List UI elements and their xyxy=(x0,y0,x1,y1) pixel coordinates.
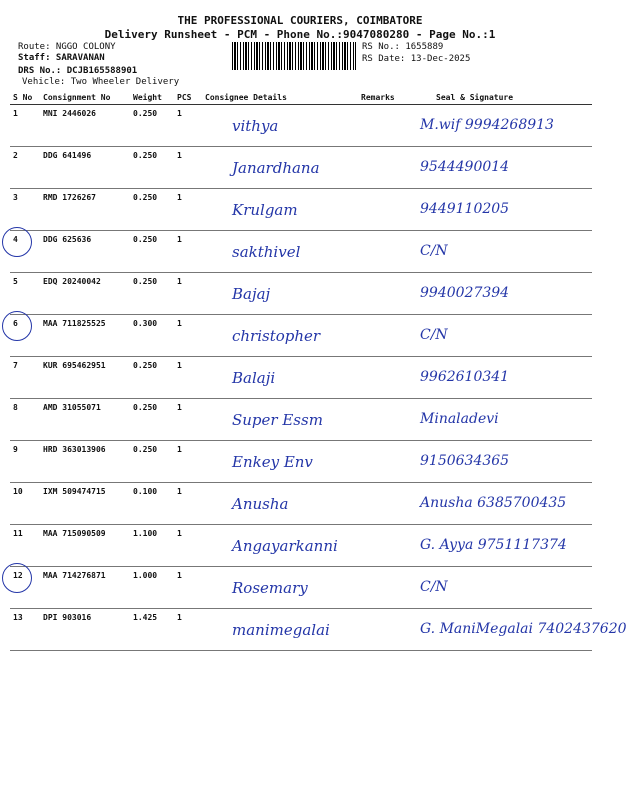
weight-value: 0.250 xyxy=(133,277,158,286)
pcs-cell xyxy=(174,189,202,231)
sno-cell xyxy=(10,357,40,399)
consignee-cell xyxy=(202,525,358,567)
pcs-value: 1 xyxy=(177,529,182,538)
sno-text: 11 xyxy=(13,529,23,538)
weight-cell xyxy=(130,399,174,441)
sno-text: 3 xyxy=(13,193,18,202)
weight-cell xyxy=(130,189,174,231)
signature-handwriting: G. ManiMegalai 7402437620 xyxy=(420,621,627,637)
sno-cell xyxy=(10,147,40,189)
weight-value: 0.100 xyxy=(133,487,158,496)
remarks-cell xyxy=(358,399,412,441)
sno-text: 7 xyxy=(13,361,18,370)
table-row xyxy=(10,315,592,357)
consignee-cell xyxy=(202,567,358,609)
consignee-handwriting: Super Essm xyxy=(232,411,323,429)
signature-handwriting: C/N xyxy=(420,243,448,259)
consignment-number: IXM 509474715 xyxy=(43,487,106,496)
weight-cell xyxy=(130,105,174,147)
pcs-cell xyxy=(174,231,202,273)
consignee-cell xyxy=(202,399,358,441)
consignee-cell xyxy=(202,609,358,651)
pcs-cell xyxy=(174,483,202,525)
consignment-number: MAA 715090509 xyxy=(43,529,106,538)
signature-cell xyxy=(412,189,592,231)
pcs-cell xyxy=(174,399,202,441)
col-signature: Seal & Signature xyxy=(412,90,592,105)
sno-cell xyxy=(10,609,40,651)
consignment-number: EDQ 20240042 xyxy=(43,277,101,286)
weight-value: 0.250 xyxy=(133,193,158,202)
consignment-cell xyxy=(40,189,130,231)
signature-handwriting: G. Ayya 9751117374 xyxy=(420,537,567,553)
weight-value: 0.300 xyxy=(133,319,158,328)
remarks-cell xyxy=(358,315,412,357)
sno-text: 1 xyxy=(13,109,18,118)
signature-cell xyxy=(412,315,592,357)
signature-cell xyxy=(412,105,592,147)
weight-cell xyxy=(130,609,174,651)
consignment-number: MAA 711825525 xyxy=(43,319,106,328)
consignment-number: DDG 625636 xyxy=(43,235,92,244)
consignment-number: RMD 1726267 xyxy=(43,193,96,202)
sno-cell xyxy=(10,567,40,609)
sno-text: 8 xyxy=(13,403,18,412)
weight-value: 0.250 xyxy=(133,445,158,454)
consignment-number: MNI 2446026 xyxy=(43,109,96,118)
pcs-value: 1 xyxy=(177,277,182,286)
consignment-cell xyxy=(40,399,130,441)
sno-text: 6 xyxy=(13,319,18,328)
remarks-cell xyxy=(358,525,412,567)
consignee-handwriting: Janardhana xyxy=(232,159,320,177)
pcs-cell xyxy=(174,357,202,399)
runsheet-table xyxy=(10,90,627,651)
signature-handwriting: 9544490014 xyxy=(420,159,510,175)
col-sno: S No xyxy=(10,90,40,105)
consignee-handwriting: Rosemary xyxy=(232,579,308,597)
rs-number: RS No.: 1655889 xyxy=(362,42,444,52)
signature-cell xyxy=(412,525,592,567)
pcs-cell xyxy=(174,315,202,357)
signature-cell xyxy=(412,357,592,399)
consignment-number: DDG 641496 xyxy=(43,151,92,160)
pcs-cell xyxy=(174,273,202,315)
consignee-cell xyxy=(202,357,358,399)
consignment-cell xyxy=(40,567,130,609)
sno-text: 12 xyxy=(13,571,23,580)
staff-label: Staff: SARAVANAN xyxy=(18,53,105,63)
col-pcs: PCS xyxy=(174,90,202,105)
sno-text: 10 xyxy=(13,487,23,496)
weight-cell xyxy=(130,525,174,567)
pcs-cell xyxy=(174,525,202,567)
drs-label: DRS No.: DCJB165588901 xyxy=(18,66,138,76)
weight-value: 0.250 xyxy=(133,403,158,412)
sno-cell xyxy=(10,315,40,357)
weight-value: 0.250 xyxy=(133,109,158,118)
pcs-value: 1 xyxy=(177,613,182,622)
sno-cell xyxy=(10,231,40,273)
weight-cell xyxy=(130,567,174,609)
signature-cell xyxy=(412,483,592,525)
signature-cell xyxy=(412,231,592,273)
barcode-image xyxy=(232,42,356,70)
pcs-value: 1 xyxy=(177,109,182,118)
weight-cell xyxy=(130,231,174,273)
signature-handwriting: C/N xyxy=(420,327,448,343)
table-header-row xyxy=(10,90,592,105)
consignee-handwriting: Enkey Env xyxy=(232,453,313,471)
table-row xyxy=(10,609,592,651)
signature-cell xyxy=(412,609,627,651)
consignee-cell xyxy=(202,483,358,525)
consignment-cell xyxy=(40,273,130,315)
consignment-number: DPI 903016 xyxy=(43,613,92,622)
consignee-handwriting: Anusha xyxy=(232,495,289,513)
sno-cell xyxy=(10,483,40,525)
table-row xyxy=(10,483,592,525)
weight-value: 0.250 xyxy=(133,151,158,160)
remarks-cell xyxy=(358,105,412,147)
consignment-cell xyxy=(40,609,130,651)
consignee-handwriting: christopher xyxy=(232,327,321,345)
consignment-cell xyxy=(40,441,130,483)
signature-cell xyxy=(412,567,592,609)
pcs-value: 1 xyxy=(177,445,182,454)
pcs-value: 1 xyxy=(177,487,182,496)
signature-cell xyxy=(412,147,592,189)
signature-handwriting: 9150634365 xyxy=(420,453,510,469)
remarks-cell xyxy=(358,189,412,231)
sno-cell xyxy=(10,105,40,147)
pcs-value: 1 xyxy=(177,319,182,328)
weight-value: 0.250 xyxy=(133,235,158,244)
remarks-cell xyxy=(358,567,412,609)
document-title: THE PROFESSIONAL COURIERS, COIMBATORE xyxy=(177,14,423,27)
table-row xyxy=(10,231,592,273)
consignment-cell xyxy=(40,483,130,525)
remarks-cell xyxy=(358,483,412,525)
weight-value: 1.000 xyxy=(133,571,158,580)
table-row xyxy=(10,441,592,483)
signature-cell xyxy=(412,273,592,315)
weight-cell xyxy=(130,147,174,189)
consignment-cell xyxy=(40,357,130,399)
weight-cell xyxy=(130,315,174,357)
pcs-value: 1 xyxy=(177,403,182,412)
weight-cell xyxy=(130,273,174,315)
pcs-value: 1 xyxy=(177,193,182,202)
table-row xyxy=(10,105,592,147)
weight-value: 1.100 xyxy=(133,529,158,538)
signature-handwriting: 9449110205 xyxy=(420,201,510,217)
weight-value: 1.425 xyxy=(133,613,158,622)
weight-cell xyxy=(130,357,174,399)
col-weight: Weight xyxy=(130,90,174,105)
remarks-cell xyxy=(358,609,412,651)
sno-text: 13 xyxy=(13,613,23,622)
consignee-handwriting: sakthivel xyxy=(232,243,301,261)
table-row xyxy=(10,525,592,567)
pcs-cell xyxy=(174,567,202,609)
consignment-cell xyxy=(40,315,130,357)
consignee-cell xyxy=(202,189,358,231)
table-row xyxy=(10,567,592,609)
table-row xyxy=(10,189,592,231)
consignee-handwriting: Angayarkanni xyxy=(232,537,338,555)
consignee-handwriting: vithya xyxy=(232,117,279,135)
sno-cell xyxy=(10,525,40,567)
consignment-number: AMD 31055071 xyxy=(43,403,101,412)
consignee-handwriting: Bajaj xyxy=(232,285,271,303)
consignee-cell xyxy=(202,231,358,273)
col-remarks: Remarks xyxy=(358,90,412,105)
remarks-cell xyxy=(358,357,412,399)
table-row xyxy=(10,147,592,189)
table-row xyxy=(10,273,592,315)
signature-handwriting: Minaladevi xyxy=(420,411,499,427)
signature-handwriting: Anusha 6385700435 xyxy=(420,495,567,511)
remarks-cell xyxy=(358,147,412,189)
consignee-cell xyxy=(202,105,358,147)
sno-text: 4 xyxy=(13,235,18,244)
pcs-value: 1 xyxy=(177,235,182,244)
pcs-cell xyxy=(174,609,202,651)
col-consignment: Consignment No xyxy=(40,90,130,105)
route-label: Route: NGGO COLONY xyxy=(18,42,116,52)
sno-text: 5 xyxy=(13,277,18,286)
sno-cell xyxy=(10,441,40,483)
rs-date: RS Date: 13-Dec-2025 xyxy=(362,54,471,64)
consignee-cell xyxy=(202,441,358,483)
table-row xyxy=(10,399,592,441)
remarks-cell xyxy=(358,231,412,273)
pcs-cell xyxy=(174,441,202,483)
consignee-cell xyxy=(202,147,358,189)
remarks-cell xyxy=(358,273,412,315)
weight-cell xyxy=(130,483,174,525)
consignee-handwriting: Balaji xyxy=(232,369,276,387)
table-row xyxy=(10,357,592,399)
pcs-value: 1 xyxy=(177,151,182,160)
consignee-cell xyxy=(202,273,358,315)
sno-text: 9 xyxy=(13,445,18,454)
consignment-cell xyxy=(40,525,130,567)
consignee-cell xyxy=(202,315,358,357)
col-consignee: Consignee Details xyxy=(202,90,358,105)
weight-cell xyxy=(130,441,174,483)
signature-handwriting: 9962610341 xyxy=(420,369,510,385)
pcs-value: 1 xyxy=(177,571,182,580)
consignment-cell xyxy=(40,231,130,273)
weight-value: 0.250 xyxy=(133,361,158,370)
consignment-cell xyxy=(40,147,130,189)
signature-handwriting: M.wif 9994268913 xyxy=(420,117,554,133)
sno-text: 2 xyxy=(13,151,18,160)
consignment-cell xyxy=(40,105,130,147)
consignment-number: HRD 363013906 xyxy=(43,445,106,454)
signature-cell xyxy=(412,441,592,483)
pcs-cell xyxy=(174,147,202,189)
signature-handwriting: C/N xyxy=(420,579,448,595)
sno-cell xyxy=(10,273,40,315)
consignee-handwriting: manimegalai xyxy=(232,621,330,639)
runsheet-subtitle: Delivery Runsheet - PCM - Phone No.:9047080280 - Page No.:1 xyxy=(104,28,496,41)
consignment-number: KUR 695462951 xyxy=(43,361,106,370)
remarks-cell xyxy=(358,441,412,483)
consignment-number: MAA 714276871 xyxy=(43,571,106,580)
signature-cell xyxy=(412,399,592,441)
sno-cell xyxy=(10,399,40,441)
sno-cell xyxy=(10,189,40,231)
consignee-handwriting: Krulgam xyxy=(232,201,298,219)
pcs-value: 1 xyxy=(177,361,182,370)
signature-handwriting: 9940027394 xyxy=(420,285,510,301)
vehicle-label: Vehicle: Two Wheeler Delivery xyxy=(22,77,180,87)
pcs-cell xyxy=(174,105,202,147)
